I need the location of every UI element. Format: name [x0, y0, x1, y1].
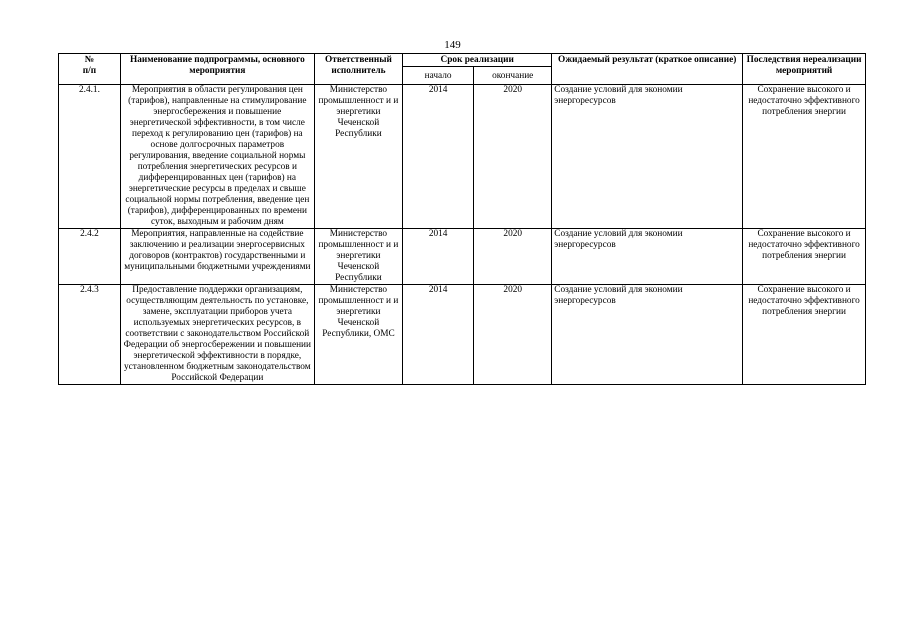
- row-num: 2.4.2: [59, 229, 121, 285]
- row-result: Создание условий для экономии энергоресурсов: [552, 285, 743, 385]
- table-row: [59, 85, 866, 229]
- page-number: 149: [444, 39, 461, 51]
- row-result: Создание условий для экономии энергоресурсов: [552, 85, 743, 229]
- row-end: 2020: [474, 285, 552, 385]
- row-name: Мероприятия, направленные на содействие заключению и реализации энергосервисных договоров (контрактов) государственными и муниципальными бюджетными учреждениями: [120, 229, 314, 285]
- row-consequences: Сохранение высокого и недостаточно эффективного потребления энергии: [743, 85, 866, 229]
- header-num: № п/п: [59, 54, 121, 85]
- row-start: 2014: [403, 285, 474, 385]
- row-executor: Министерство промышленност и и энергетики Чеченской Республики: [314, 229, 402, 285]
- header-period: Срок реализации: [403, 54, 552, 67]
- header-end: окончание: [474, 67, 552, 85]
- header-name: Наименование подпрограммы, основного мероприятия: [120, 54, 314, 85]
- header-executor: Ответственный исполнитель: [314, 54, 402, 85]
- table-row: [59, 229, 866, 285]
- row-name: Предоставление поддержки организациям, осуществляющим деятельность по установке, замене, эксплуатации приборов учета используемых энергетических ресурсов, в соответствии с законодательством Российской Федерации об энергосбережении и повышении энергетической эффективности в порядке, установленном бюджетным законодательством Российской Федерации: [120, 285, 314, 385]
- row-end: 2020: [474, 229, 552, 285]
- row-name: Мероприятия в области регулирования цен (тарифов), направленные на стимулирование энергосбережения и повышение энергетической эффективности, в том числе переход к регулированию цен (тарифов) на основе долгосрочных параметров регулирования, введение социальной нормы потребления энергетических ресурсов и дифференцированных цен (тарифов) на энергетические ресурсы в пределах и свыше социальной нормы потребления, введение цен (тарифов), дифференцированных по времени суток, выходным и рабочим дням: [120, 85, 314, 229]
- table-row: [59, 285, 866, 385]
- row-end: 2020: [474, 85, 552, 229]
- row-consequences: Сохранение высокого и недостаточно эффективного потребления энергии: [743, 285, 866, 385]
- row-result: Создание условий для экономии энергоресурсов: [552, 229, 743, 285]
- row-executor: Министерство промышленност и и энергетики Чеченской Республики, ОМС: [314, 285, 402, 385]
- header-start: начало: [403, 67, 474, 85]
- row-consequences: Сохранение высокого и недостаточно эффективного потребления энергии: [743, 229, 866, 285]
- header-consequences: Последствия нереализации мероприятий: [743, 54, 866, 85]
- row-num: 2.4.3: [59, 285, 121, 385]
- row-num: 2.4.1.: [59, 85, 121, 229]
- measures-table: [58, 53, 866, 385]
- row-executor: Министерство промышленност и и энергетики Чеченской Республики: [314, 85, 402, 229]
- row-start: 2014: [403, 229, 474, 285]
- header-row: [59, 54, 866, 67]
- row-start: 2014: [403, 85, 474, 229]
- header-result: Ожидаемый результат (краткое описание): [552, 54, 743, 85]
